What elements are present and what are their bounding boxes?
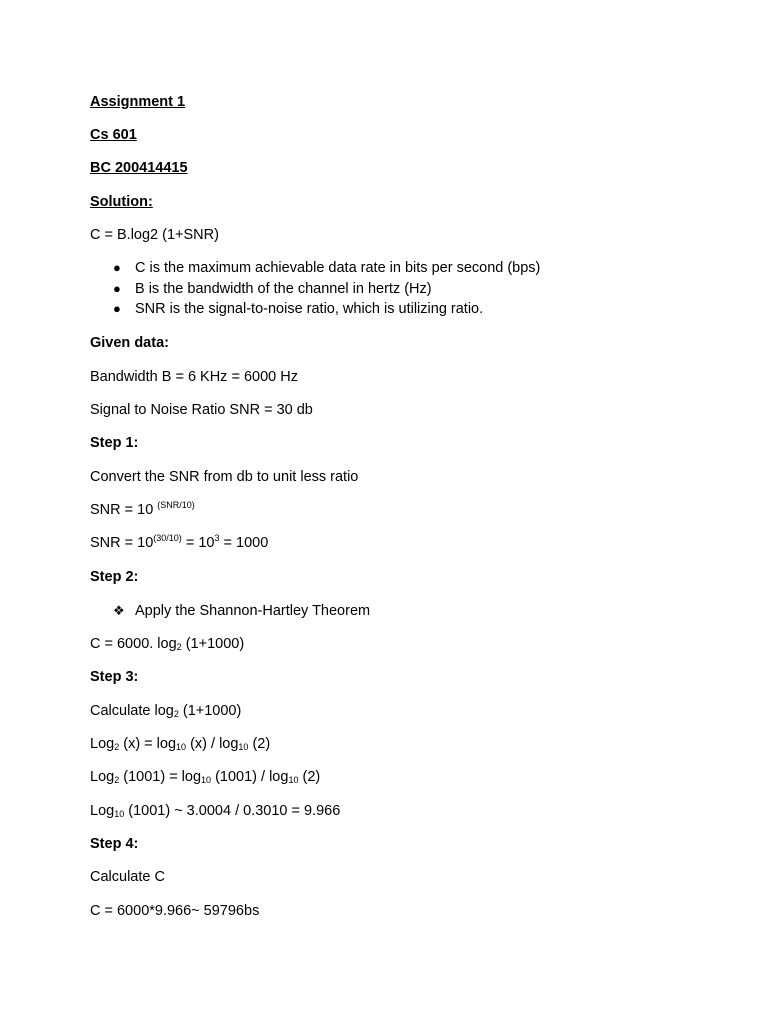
step1-heading: Step 1: (90, 435, 139, 451)
step3-heading: Step 3: (90, 669, 139, 685)
snr-formula: SNR = 10 $^{(SNR/10)}$ (90, 500, 195, 518)
bullet-item: SNR is the signal-to-noise ratio, which is utilizing ratio. (135, 301, 484, 317)
assignment-title: Assignment 1 (90, 94, 186, 110)
bullet-item: B is the bandwidth of the channel in hertz (Hz) (135, 281, 432, 297)
step2-heading: Step 2: (90, 569, 139, 585)
given-heading: Given data: (90, 335, 169, 351)
step1-description: Convert the SNR from db to unit less ratio (90, 469, 359, 485)
capacity-formula: C = B.log2 (1+SNR) (90, 227, 219, 243)
log-result: Log$_{10}$ (1001) ~ 3.0004 / 0.3010 = 9.966 (90, 803, 341, 819)
diamond-bullet-icon: ❖ (113, 603, 125, 618)
bullet-item: C is the maximum achievable data rate in bits per second (bps) (135, 260, 541, 276)
step3-description: Calculate $\log_2 (1+1000)$ (90, 703, 242, 719)
solution-heading: Solution: (90, 194, 153, 210)
bullet-dot-icon: ● (113, 260, 121, 275)
given-snr: Signal to Noise Ratio SNR = 30 db (90, 402, 313, 418)
log-substitution: Log$_2$ $(1001) = \log_{10} (1001) / \log_{10} (2)$ (90, 769, 321, 785)
course-code: Cs 601 (90, 127, 137, 143)
given-bandwidth: Bandwidth B = 6 KHz = 6000 Hz (90, 369, 298, 385)
bullet-dot-icon: ● (113, 301, 121, 316)
step2-equation: C = 6000. $\log_2 (1+1000)$ (90, 636, 245, 652)
student-id: BC 200414415 (90, 160, 188, 176)
step4-heading: Step 4: (90, 836, 139, 852)
log-identity: Log$_2$ $(x) = \log_{10} (x) / \log_{10} (2)$ (90, 736, 271, 752)
final-result: C = 6000*9.966~ 59796bs (90, 903, 260, 919)
step4-description: Calculate C (90, 869, 165, 885)
bullet-dot-icon: ● (113, 281, 121, 296)
snr-calculation: SNR = $10^{(30/10)} = 10^3 = 1000$ (90, 533, 269, 551)
step2-bullet: Apply the Shannon-Hartley Theorem (135, 603, 371, 619)
